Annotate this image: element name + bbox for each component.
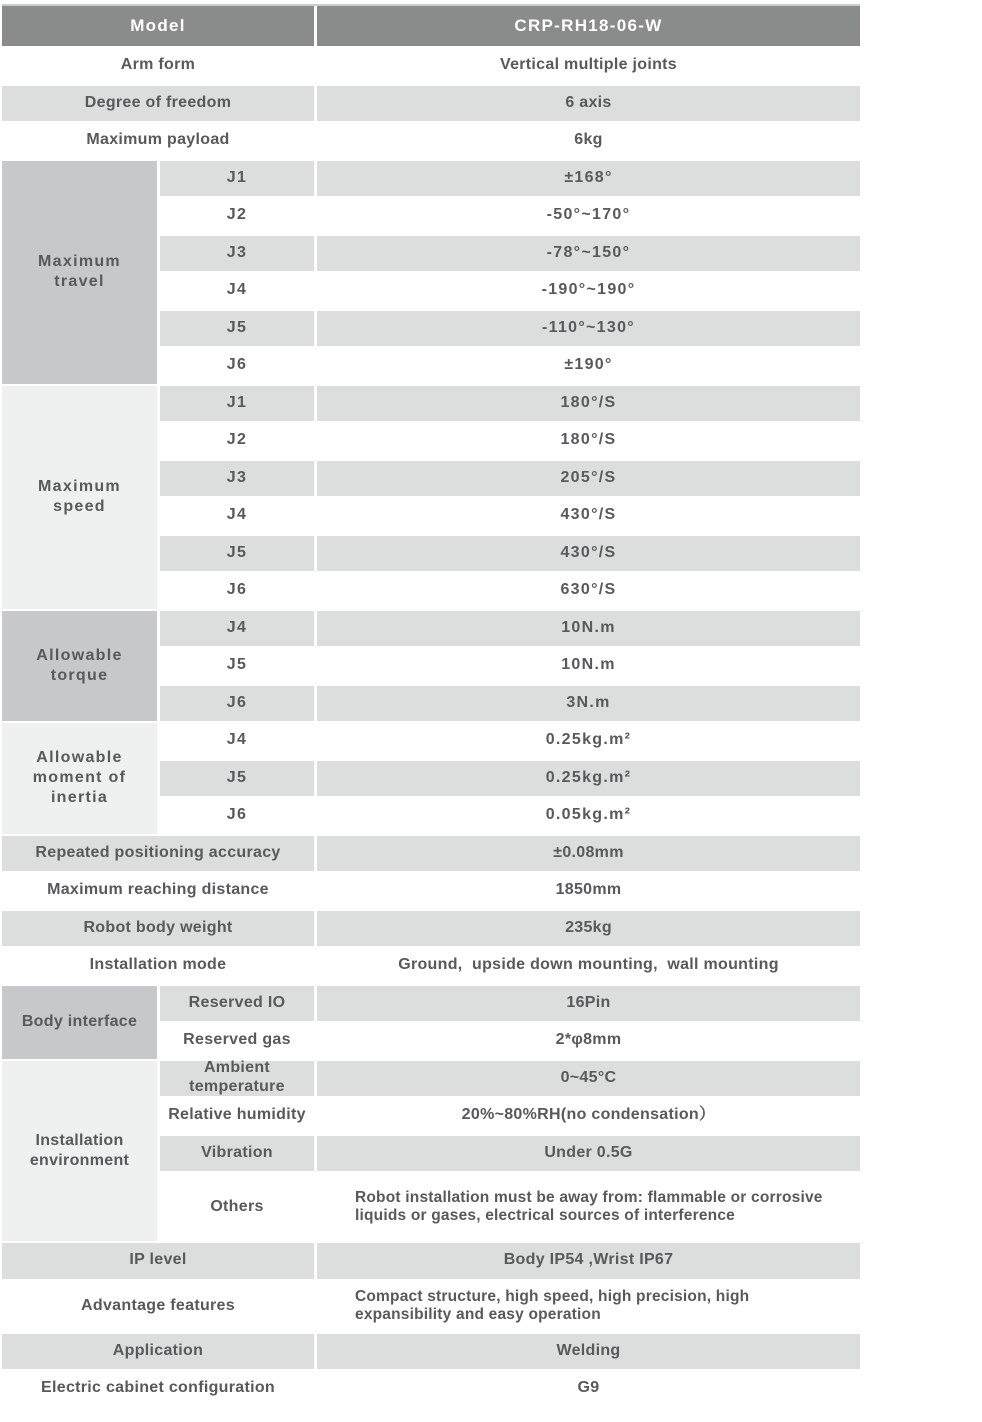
row-ip-level [2,1243,860,1281]
table-row [160,386,860,424]
row-value: Ground, upside down mounting, wall mounting [317,948,860,986]
group-label: Allowable torque [2,611,157,724]
section-maximum-travel [2,161,860,386]
joint-label: J1 [160,386,314,424]
joint-value: 0.25kg.m² [317,723,860,761]
joint-label: J4 [160,498,314,536]
row-electric-cabinet-configuration [2,1371,860,1409]
row-label: Robot body weight [2,911,314,949]
group-label: Installation environment [2,1061,157,1244]
row-application [2,1334,860,1372]
row-value: 6 axis [317,86,860,124]
row-advantage-features [2,1281,860,1334]
table-row [160,986,860,1024]
row-value: 20%~80%RH(no condensation） [317,1098,860,1136]
row-value: Body IP54 ,Wrist IP67 [317,1243,860,1281]
table-row [160,498,860,536]
row-label: Degree of freedom [2,86,314,124]
spec-table [2,4,860,1409]
header-model-label: Model [2,6,314,48]
joint-value: 0.05kg.m² [317,798,860,836]
row-robot-body-weight [2,911,860,949]
row-label: Maximum payload [2,123,314,161]
joint-label: J4 [160,273,314,311]
joint-label: J5 [160,761,314,799]
joint-value: 180°/S [317,386,860,424]
row-value: Compact structure, high speed, high precision, high expansibility and easy operation [317,1281,860,1334]
table-row [160,1136,860,1174]
row-label: Application [2,1334,314,1372]
joint-value: ±168° [317,161,860,199]
row-value: ±0.08mm [317,836,860,874]
table-row [160,348,860,386]
joint-value: 205°/S [317,461,860,499]
sub-label: Relative humidity [160,1098,314,1136]
table-row [160,686,860,724]
joint-value: 180°/S [317,423,860,461]
row-value: 235kg [317,911,860,949]
row-value: Robot installation must be away from: flammable or corrosive liquids or gases, electrical sources of interference [317,1173,860,1243]
table-row [160,273,860,311]
joint-value: -110°~130° [317,311,860,349]
header-model-value: CRP-RH18-06-W [317,6,860,48]
row-value: 16Pin [317,986,860,1024]
section-allowable-moment-of-inertia [2,723,860,836]
header-row [2,6,860,48]
row-value: Welding [317,1334,860,1372]
group-label: Maximum speed [2,386,157,611]
table-row [160,611,860,649]
sub-label: Others [160,1173,314,1243]
joint-label: J1 [160,161,314,199]
joint-label: J6 [160,348,314,386]
row-arm-form [2,48,860,86]
row-label: Installation mode [2,948,314,986]
table-row [160,461,860,499]
row-maximum-reaching-distance [2,873,860,911]
joint-value: 430°/S [317,536,860,574]
table-row [160,573,860,611]
table-row [160,1061,860,1099]
row-label: Electric cabinet configuration [2,1371,314,1409]
row-label: Advantage features [2,1281,314,1334]
section-installation-environment [2,1061,860,1244]
row-degree-of-freedom [2,86,860,124]
table-row [160,1098,860,1136]
group-label: Allowable moment of inertia [2,723,157,836]
joint-label: J6 [160,686,314,724]
sub-label: Vibration [160,1136,314,1174]
table-row [160,198,860,236]
table-row [160,423,860,461]
joint-value: -78°~150° [317,236,860,274]
row-label: IP level [2,1243,314,1281]
table-row [160,1173,860,1243]
row-maximum-payload [2,123,860,161]
row-value: 2*φ8mm [317,1023,860,1061]
joint-value: 430°/S [317,498,860,536]
sub-label: Reserved gas [160,1023,314,1061]
joint-label: J6 [160,798,314,836]
row-value: 6kg [317,123,860,161]
joint-value: 10N.m [317,611,860,649]
section-maximum-speed [2,386,860,611]
joint-label: J2 [160,423,314,461]
sub-label: Reserved IO [160,986,314,1024]
table-row [160,311,860,349]
row-repeated-positioning-accuracy [2,836,860,874]
table-row [160,236,860,274]
group-label: Maximum travel [2,161,157,386]
section-body-interface [2,986,860,1061]
row-label: Arm form [2,48,314,86]
joint-value: 10N.m [317,648,860,686]
joint-label: J5 [160,311,314,349]
table-row [160,536,860,574]
row-installation-mode [2,948,860,986]
joint-label: J3 [160,236,314,274]
section-allowable-torque [2,611,860,724]
joint-label: J2 [160,198,314,236]
joint-value: 0.25kg.m² [317,761,860,799]
row-value: Under 0.5G [317,1136,860,1174]
table-row [160,798,860,836]
table-row [160,161,860,199]
joint-label: J5 [160,648,314,686]
joint-value: -190°~190° [317,273,860,311]
joint-label: J6 [160,573,314,611]
row-value: G9 [317,1371,860,1409]
joint-label: J5 [160,536,314,574]
table-row [160,1023,860,1061]
row-value: Vertical multiple joints [317,48,860,86]
joint-value: -50°~170° [317,198,860,236]
row-label: Repeated positioning accuracy [2,836,314,874]
joint-label: J3 [160,461,314,499]
joint-label: J4 [160,723,314,761]
joint-value: ±190° [317,348,860,386]
joint-value: 630°/S [317,573,860,611]
table-row [160,648,860,686]
joint-label: J4 [160,611,314,649]
joint-value: 3N.m [317,686,860,724]
row-label: Maximum reaching distance [2,873,314,911]
table-row [160,761,860,799]
row-value: 1850mm [317,873,860,911]
table-row [160,723,860,761]
sub-label: Ambient temperature [160,1061,314,1099]
row-value: 0~45°C [317,1061,860,1099]
group-label: Body interface [2,986,157,1061]
